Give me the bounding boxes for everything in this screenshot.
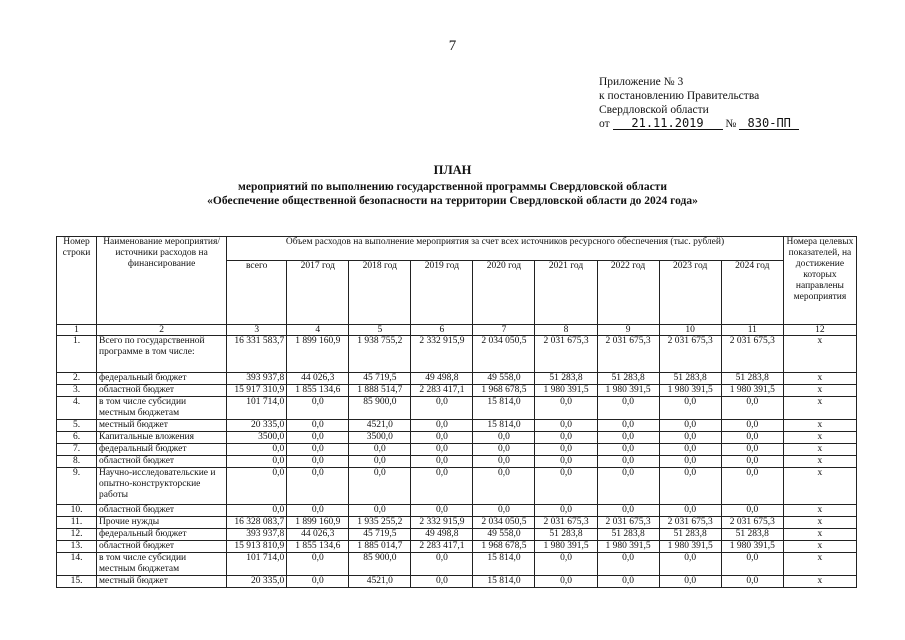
value-cell: 51 283,8 [721, 373, 783, 385]
value-cell: 0,0 [597, 456, 659, 468]
column-number: 11 [721, 325, 783, 336]
value-cell: 0,0 [535, 553, 597, 576]
value-cell: 15 917 310,9 [227, 385, 287, 397]
appendix-block [599, 75, 829, 131]
value-cell: 0,0 [227, 505, 287, 517]
row-number-cell: 1. [57, 336, 97, 373]
value-cell: 51 283,8 [535, 529, 597, 541]
table-row [57, 336, 857, 373]
value-cell: 49 498,8 [411, 529, 473, 541]
row-name-cell: областной бюджет [97, 385, 227, 397]
document-title-block [0, 163, 905, 208]
row-number-cell: 13. [57, 541, 97, 553]
column-number: 5 [349, 325, 411, 336]
appendix-signature-line [599, 117, 829, 131]
value-cell: 1 899 160,9 [287, 517, 349, 529]
value-cell: 2 031 675,3 [659, 517, 721, 529]
appendix-line-2: к постановлению Правительства [599, 90, 760, 102]
column-number-row [57, 325, 857, 336]
value-cell: 85 900,0 [349, 553, 411, 576]
value-cell: 0,0 [659, 432, 721, 444]
value-cell: 101 714,0 [227, 397, 287, 420]
value-cell: 0,0 [597, 420, 659, 432]
value-cell: 0,0 [721, 420, 783, 432]
row-number-cell: 9. [57, 468, 97, 505]
value-cell: 0,0 [411, 456, 473, 468]
value-cell: 15 913 810,9 [227, 541, 287, 553]
value-cell: 0,0 [659, 420, 721, 432]
value-cell: 4521,0 [349, 576, 411, 588]
table-row [57, 505, 857, 517]
value-cell: 2 031 675,3 [535, 336, 597, 373]
row-name-cell: в том числе субсидии местным бюджетам [97, 397, 227, 420]
value-cell: 2 031 675,3 [721, 336, 783, 373]
value-cell: 1 899 160,9 [287, 336, 349, 373]
value-cell: 0,0 [287, 553, 349, 576]
value-cell: 49 498,8 [411, 373, 473, 385]
value-cell: 0,0 [597, 553, 659, 576]
value-cell: 0,0 [287, 576, 349, 588]
value-cell: 0,0 [411, 576, 473, 588]
target-cell: х [783, 420, 856, 432]
value-cell: 49 558,0 [473, 373, 535, 385]
value-cell: 20 335,0 [227, 420, 287, 432]
value-cell: 0,0 [659, 444, 721, 456]
value-cell: 0,0 [287, 444, 349, 456]
value-cell: 1 968 678,5 [473, 385, 535, 397]
value-cell: 0,0 [597, 444, 659, 456]
value-cell: 0,0 [721, 576, 783, 588]
table-row [57, 576, 857, 588]
table-row [57, 397, 857, 420]
value-cell: 101 714,0 [227, 553, 287, 576]
target-cell: х [783, 432, 856, 444]
value-cell: 0,0 [721, 456, 783, 468]
table-row [57, 432, 857, 444]
appendix-from-label: от [599, 118, 610, 130]
table-row [57, 517, 857, 529]
value-cell: 0,0 [659, 468, 721, 505]
value-cell: 51 283,8 [535, 373, 597, 385]
appendix-line-1: Приложение № 3 [599, 76, 684, 88]
value-cell: 0,0 [535, 576, 597, 588]
target-cell: х [783, 373, 856, 385]
row-name-cell: Научно-исследовательские и опытно-конструкторские работы [97, 468, 227, 505]
row-name-cell: Прочие нужды [97, 517, 227, 529]
target-cell: х [783, 517, 856, 529]
table-row [57, 373, 857, 385]
row-name-cell: Всего по государственной программе в том числе: [97, 336, 227, 373]
table-row [57, 444, 857, 456]
value-cell: 20 335,0 [227, 576, 287, 588]
row-number-cell: 4. [57, 397, 97, 420]
document-subtitle-1: мероприятий по выполнению государственной программы Свердловской области [238, 181, 667, 193]
header-year: 2022 год [597, 261, 659, 325]
row-name-cell: федеральный бюджет [97, 444, 227, 456]
value-cell: 2 283 417,1 [411, 385, 473, 397]
header-year: 2018 год [349, 261, 411, 325]
column-number: 6 [411, 325, 473, 336]
value-cell: 0,0 [597, 576, 659, 588]
table-row [57, 541, 857, 553]
row-number-cell: 5. [57, 420, 97, 432]
target-cell: х [783, 456, 856, 468]
value-cell: 0,0 [535, 444, 597, 456]
value-cell: 0,0 [473, 432, 535, 444]
value-cell: 0,0 [721, 444, 783, 456]
value-cell: 3500,0 [349, 432, 411, 444]
value-cell: 0,0 [597, 432, 659, 444]
row-name-cell: Капитальные вложения [97, 432, 227, 444]
value-cell: 0,0 [227, 456, 287, 468]
value-cell: 2 031 675,3 [597, 336, 659, 373]
value-cell: 0,0 [287, 468, 349, 505]
value-cell: 45 719,5 [349, 529, 411, 541]
row-name-cell: федеральный бюджет [97, 373, 227, 385]
row-number-cell: 2. [57, 373, 97, 385]
value-cell: 2 031 675,3 [535, 517, 597, 529]
value-cell: 51 283,8 [659, 373, 721, 385]
value-cell: 0,0 [721, 505, 783, 517]
value-cell: 2 031 675,3 [659, 336, 721, 373]
value-cell: 0,0 [287, 397, 349, 420]
value-cell: 1 888 514,7 [349, 385, 411, 397]
value-cell: 1 980 391,5 [721, 541, 783, 553]
value-cell: 0,0 [659, 456, 721, 468]
value-cell: 85 900,0 [349, 397, 411, 420]
value-cell: 0,0 [659, 553, 721, 576]
table-row [57, 385, 857, 397]
table-row [57, 456, 857, 468]
target-cell: х [783, 505, 856, 517]
column-number: 8 [535, 325, 597, 336]
value-cell: 51 283,8 [597, 373, 659, 385]
header-total: всего [227, 261, 287, 325]
value-cell: 15 814,0 [473, 576, 535, 588]
value-cell: 393 937,8 [227, 529, 287, 541]
value-cell: 0,0 [535, 432, 597, 444]
header-targets: Номера целевых показателей, на достижение которых направлены мероприятия [783, 237, 856, 325]
value-cell: 0,0 [535, 420, 597, 432]
row-name-cell: областной бюджет [97, 541, 227, 553]
value-cell: 0,0 [349, 444, 411, 456]
value-cell: 0,0 [287, 456, 349, 468]
row-name-cell: местный бюджет [97, 420, 227, 432]
row-name-cell: федеральный бюджет [97, 529, 227, 541]
value-cell: 0,0 [411, 444, 473, 456]
table-row [57, 529, 857, 541]
value-cell: 393 937,8 [227, 373, 287, 385]
value-cell: 1 980 391,5 [535, 541, 597, 553]
value-cell: 4521,0 [349, 420, 411, 432]
row-number-cell: 11. [57, 517, 97, 529]
value-cell: 51 283,8 [597, 529, 659, 541]
appendix-date: 21.11.2019 [613, 117, 723, 130]
header-year: 2024 год [721, 261, 783, 325]
value-cell: 0,0 [349, 505, 411, 517]
value-cell: 2 034 050,5 [473, 517, 535, 529]
value-cell: 0,0 [535, 468, 597, 505]
value-cell: 0,0 [287, 420, 349, 432]
value-cell: 0,0 [411, 420, 473, 432]
header-year: 2021 год [535, 261, 597, 325]
row-number-cell: 7. [57, 444, 97, 456]
row-name-cell: областной бюджет [97, 456, 227, 468]
value-cell: 0,0 [411, 432, 473, 444]
table-row [57, 420, 857, 432]
column-number: 9 [597, 325, 659, 336]
column-number: 10 [659, 325, 721, 336]
value-cell: 51 283,8 [659, 529, 721, 541]
value-cell: 16 331 583,7 [227, 336, 287, 373]
value-cell: 0,0 [411, 505, 473, 517]
row-number-cell: 10. [57, 505, 97, 517]
value-cell: 0,0 [227, 444, 287, 456]
value-cell: 0,0 [597, 397, 659, 420]
document-title: ПЛАН [433, 163, 472, 177]
value-cell: 0,0 [411, 397, 473, 420]
value-cell: 0,0 [227, 468, 287, 505]
target-cell: х [783, 468, 856, 505]
table-row [57, 468, 857, 505]
row-number-cell: 12. [57, 529, 97, 541]
value-cell: 0,0 [597, 468, 659, 505]
value-cell: 0,0 [535, 397, 597, 420]
value-cell: 1 980 391,5 [659, 541, 721, 553]
value-cell: 44 026,3 [287, 373, 349, 385]
column-number: 7 [473, 325, 535, 336]
value-cell: 44 026,3 [287, 529, 349, 541]
target-cell: х [783, 397, 856, 420]
value-cell: 2 332 915,9 [411, 517, 473, 529]
value-cell: 15 814,0 [473, 420, 535, 432]
column-number: 3 [227, 325, 287, 336]
value-cell: 51 283,8 [721, 529, 783, 541]
value-cell: 0,0 [411, 553, 473, 576]
header-name: Наименование мероприятия/источники расходов на финансирование [97, 237, 227, 325]
value-cell: 0,0 [535, 505, 597, 517]
value-cell: 1 885 014,7 [349, 541, 411, 553]
value-cell: 15 814,0 [473, 553, 535, 576]
target-cell: х [783, 385, 856, 397]
table-row [57, 553, 857, 576]
header-year: 2019 год [411, 261, 473, 325]
target-cell: х [783, 444, 856, 456]
value-cell: 0,0 [473, 444, 535, 456]
value-cell: 1 980 391,5 [535, 385, 597, 397]
header-row-number: Номер строки [57, 237, 97, 325]
value-cell: 0,0 [287, 432, 349, 444]
value-cell: 2 034 050,5 [473, 336, 535, 373]
value-cell: 0,0 [659, 576, 721, 588]
row-number-cell: 8. [57, 456, 97, 468]
row-number-cell: 6. [57, 432, 97, 444]
plan-table [56, 236, 857, 588]
value-cell: 49 558,0 [473, 529, 535, 541]
document-subtitle-2: «Обеспечение общественной безопасности на территории Свердловской области до 2024 года» [207, 195, 698, 207]
value-cell: 45 719,5 [349, 373, 411, 385]
value-cell: 1 855 134,6 [287, 385, 349, 397]
value-cell: 0,0 [287, 505, 349, 517]
column-number: 1 [57, 325, 97, 336]
target-cell: х [783, 336, 856, 373]
appendix-number-label: № [725, 118, 737, 130]
value-cell: 0,0 [721, 553, 783, 576]
row-name-cell: в том числе субсидии местным бюджетам [97, 553, 227, 576]
target-cell: х [783, 553, 856, 576]
header-year: 2017 год [287, 261, 349, 325]
page-number: 7 [448, 38, 457, 54]
value-cell: 3500,0 [227, 432, 287, 444]
appendix-line-3: Свердловской области [599, 104, 709, 116]
value-cell: 1 935 255,2 [349, 517, 411, 529]
value-cell: 0,0 [721, 432, 783, 444]
value-cell: 16 328 083,7 [227, 517, 287, 529]
value-cell: 2 031 675,3 [597, 517, 659, 529]
target-cell: х [783, 576, 856, 588]
value-cell: 0,0 [721, 397, 783, 420]
column-number: 2 [97, 325, 227, 336]
value-cell: 1 980 391,5 [659, 385, 721, 397]
value-cell: 0,0 [349, 468, 411, 505]
value-cell: 2 031 675,3 [721, 517, 783, 529]
value-cell: 1 855 134,6 [287, 541, 349, 553]
value-cell: 0,0 [535, 456, 597, 468]
value-cell: 1 938 755,2 [349, 336, 411, 373]
value-cell: 0,0 [349, 456, 411, 468]
target-cell: х [783, 529, 856, 541]
value-cell: 2 332 915,9 [411, 336, 473, 373]
value-cell: 0,0 [659, 505, 721, 517]
column-number: 12 [783, 325, 856, 336]
value-cell: 0,0 [597, 505, 659, 517]
value-cell: 0,0 [659, 397, 721, 420]
row-number-cell: 15. [57, 576, 97, 588]
row-name-cell: местный бюджет [97, 576, 227, 588]
value-cell: 15 814,0 [473, 397, 535, 420]
row-name-cell: областной бюджет [97, 505, 227, 517]
value-cell: 0,0 [473, 468, 535, 505]
value-cell: 0,0 [473, 505, 535, 517]
value-cell: 1 980 391,5 [721, 385, 783, 397]
value-cell: 0,0 [411, 468, 473, 505]
value-cell: 1 980 391,5 [597, 541, 659, 553]
value-cell: 1 980 391,5 [597, 385, 659, 397]
value-cell: 1 968 678,5 [473, 541, 535, 553]
value-cell: 2 283 417,1 [411, 541, 473, 553]
value-cell: 0,0 [473, 456, 535, 468]
header-year: 2020 год [473, 261, 535, 325]
column-number: 4 [287, 325, 349, 336]
appendix-number: 830-ПП [739, 117, 799, 130]
target-cell: х [783, 541, 856, 553]
header-volume: Объем расходов на выполнение мероприятия за счет всех источников ресурсного обеспечения (тыс. рублей) [227, 237, 784, 261]
row-number-cell: 14. [57, 553, 97, 576]
header-year: 2023 год [659, 261, 721, 325]
value-cell: 0,0 [721, 468, 783, 505]
row-number-cell: 3. [57, 385, 97, 397]
